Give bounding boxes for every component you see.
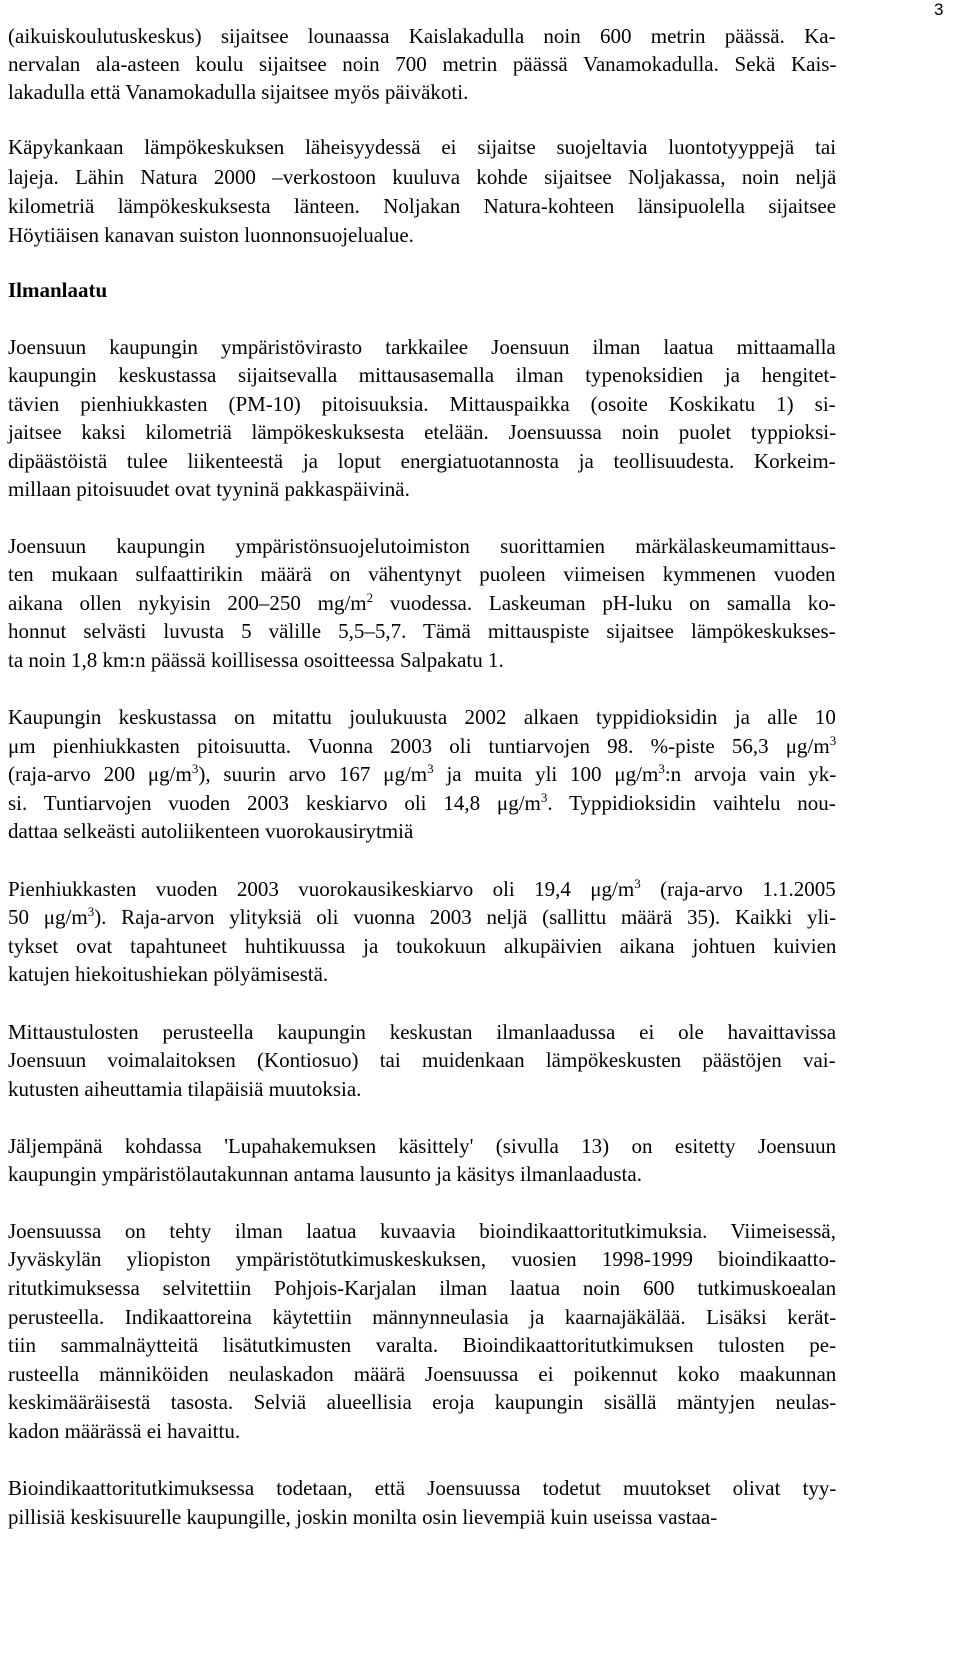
text-line [8, 78, 468, 106]
line-text: :n arvoja vain yk- [664, 762, 837, 786]
section-heading [8, 276, 107, 304]
text-line [8, 1046, 836, 1074]
text-line [8, 475, 410, 503]
text-line [8, 1245, 836, 1273]
text-line [8, 1417, 240, 1445]
line-text: ja muita yli 100 μg/m [433, 762, 659, 786]
line-text: Joensuun kaupungin ympäristövirasto tarkkailee Joensuun ilman laatua mittaamalla [8, 335, 836, 359]
line-text: dattaa selkeästi autoliikenteen vuorokausirytmiä [8, 819, 414, 843]
line-text: kaupungin keskustassa sijaitsevalla mittausasemalla ilman typenoksidien ja hengitet- [8, 363, 837, 387]
line-text: Joensuussa on tehty ilman laatua kuvaavia bioindikaattoritutkimuksia. Viimeisessä, [8, 1219, 836, 1243]
superscript: 3 [658, 761, 665, 776]
superscript: 3 [427, 761, 434, 776]
line-text: nervalan ala-asteen koulu sijaitsee noin 700 metrin päässä Vanamokadulla. Sekä Kais- [8, 52, 837, 76]
text-line [8, 447, 836, 475]
line-text: kutusten aiheuttamia tilapäisiä muutoksia. [8, 1077, 362, 1101]
line-text: kilometriä lämpökeskuksesta länteen. Noljakan Natura-kohteen länsipuolella sijaitsee [8, 194, 837, 218]
text-line [8, 22, 836, 50]
line-text: ), suurin arvo 167 μg/m [198, 762, 428, 786]
line-text: Käpykankaan lämpökeskuksen läheisyydessä ei sijaitse suojeltavia luontotyyppejä tai [8, 135, 837, 159]
line-text: ritutkimuksessa selvitettiin Pohjois-Karjalan ilman laatua noin 600 tutkimuskoealan [8, 1276, 837, 1300]
line-text: . Typpidioksidin vaihtelu nou- [547, 791, 836, 815]
line-text: tykset ovat tapahtuneet huhtikuussa ja toukokuun alkupäivien aikana johtuen kuivien [8, 934, 837, 958]
text-line [8, 1075, 361, 1103]
text-line [8, 1303, 836, 1331]
text-line [8, 875, 836, 903]
line-text: kaupungin ympäristölautakunnan antama lausunto ja käsitys ilmanlaadusta. [8, 1162, 642, 1186]
text-line [8, 1160, 642, 1188]
text-line [8, 760, 836, 788]
superscript: 3 [191, 761, 199, 776]
line-text: μm pienhiukkasten pitoisuutta. Vuonna 2003 oli tuntiarvojen 98. %-piste 56,3 μg/m [8, 734, 830, 758]
line-text: Pienhiukkasten vuoden 2003 vuorokausikeskiarvo oli 19,4 μg/m [8, 877, 635, 901]
line-text: ten mukaan sulfaattirikin määrä on vähentynyt puoleen viimeisen kymmenen vuoden [8, 562, 836, 586]
line-text: ). Raja-arvon ylityksiä oli vuonna 2003 neljä (sallittu määrä 35). Kaikki yli- [94, 905, 837, 929]
text-line [8, 192, 836, 220]
text-line [8, 361, 836, 389]
line-text: Jyväskylän yliopiston ympäristötutkimuskeskuksen, vuosien 1998-1999 bioindikaatto- [8, 1247, 836, 1271]
page-number: 3 [934, 0, 944, 19]
line-text: Kaupungin keskustassa on mitattu joulukuusta 2002 alkaen typpidioksidin ja alle 10 [8, 705, 836, 729]
text-line [8, 932, 836, 960]
text-line [8, 817, 413, 845]
text-line [8, 1474, 836, 1502]
line-text: dipäästöistä tulee liikenteestä ja loput energiatuotannosta ja teollisuudesta. Korkeim- [8, 449, 836, 473]
line-text: (raja-arvo 1.1.2005 [640, 877, 836, 901]
text-line [8, 1217, 836, 1245]
line-text: 50 μg/m [8, 905, 88, 929]
text-line [8, 1360, 836, 1388]
line-text: Joensuun kaupungin ympäristönsuojelutoimiston suorittamien märkälaskeumamittaus- [8, 534, 836, 558]
superscript: 3 [829, 733, 837, 748]
superscript: 3 [87, 904, 95, 919]
line-text: (aikuiskoulutuskeskus) sijaitsee lounaassa Kaislakadulla noin 600 metrin päässä. Ka- [8, 24, 836, 48]
text-line [8, 560, 836, 588]
line-text: Höytiäisen kanavan suiston luonnonsuojelualue. [8, 223, 414, 247]
text-line [8, 133, 836, 161]
text-line [8, 418, 836, 446]
text-line [8, 1274, 836, 1302]
line-text: Joensuun voimalaitoksen (Kontiosuo) tai muidenkaan lämpökeskusten päästöjen vai- [8, 1048, 836, 1072]
superscript: 3 [540, 790, 548, 805]
text-line [8, 617, 836, 645]
line-text: Jäljempänä kohdassa 'Lupahakemuksen käsittely' (sivulla 13) on esitetty Joensuun [8, 1134, 837, 1158]
line-text: vuodessa. Laskeuman pH-luku on samalla ko- [373, 591, 836, 615]
text-line [8, 163, 836, 191]
line-text: millaan pitoisuudet ovat tyyninä pakkaspäivinä. [8, 477, 410, 501]
line-text: ta noin 1,8 km:n päässä koillisessa osoitteessa Salpakatu 1. [8, 648, 504, 672]
line-text: rusteella männiköiden neulaskadon määrä Joensuussa ei poikennut koko maakunnan [8, 1362, 837, 1386]
line-text: tiin sammalnäytteitä lisätutkimusten varalta. Bioindikaattoritutkimuksen tulosten pe- [8, 1333, 837, 1357]
line-text: pillisiä keskisuurelle kaupungille, joskin monilta osin lievempiä kuin useissa vastaa- [8, 1505, 718, 1529]
text-line [8, 903, 836, 931]
text-line [8, 1331, 836, 1359]
text-line [8, 589, 836, 617]
line-text: keskimääräisestä tasosta. Selviä alueellisia eroja kaupungin sisällä mäntyjen neulas- [8, 1390, 837, 1414]
text-line [8, 390, 836, 418]
line-text: honnut selvästi luvusta 5 välille 5,5–5,7. Tämä mittauspiste sijaitsee lämpökeskukses- [8, 619, 836, 643]
line-text: katujen hiekoitushiekan pölyämisestä. [8, 962, 329, 986]
text-line [8, 732, 836, 760]
text-line [8, 532, 836, 560]
superscript: 2 [366, 590, 374, 605]
line-text: lajeja. Lähin Natura 2000 –verkostoon kuuluva kohde sijaitsee Noljakassa, noin neljä [8, 165, 837, 189]
text-line [8, 960, 328, 988]
line-text: lakadulla että Vanamokadulla sijaitsee myös päiväkoti. [8, 80, 469, 104]
line-text: kadon määrässä ei havaittu. [8, 1419, 241, 1443]
text-line [8, 703, 836, 731]
text-line [8, 333, 836, 361]
text-line [8, 1503, 717, 1531]
line-text: jaitsee kaksi kilometriä lämpökeskuksesta etelään. Joensuussa noin puolet typpioksi- [8, 420, 837, 444]
text-line [8, 1132, 836, 1160]
line-text: Mittaustulosten perusteella kaupungin keskustan ilmanlaadussa ei ole havaittavissa [8, 1020, 837, 1044]
text-line [8, 50, 836, 78]
line-text: si. Tuntiarvojen vuoden 2003 keskiarvo oli 14,8 μg/m [8, 791, 541, 815]
line-text: Ilmanlaatu [8, 278, 108, 302]
line-text: Bioindikaattoritutkimuksessa todetaan, että Joensuussa todetut muutokset olivat tyy- [8, 1476, 837, 1500]
text-line [8, 1388, 836, 1416]
line-text: (raja-arvo 200 μg/m [8, 762, 192, 786]
text-line [8, 789, 836, 817]
text-line [8, 1018, 836, 1046]
text-line [8, 221, 414, 249]
line-text: perusteella. Indikaattoreina käytettiin männynneulasia ja kaarnajäkälää. Lisäksi kerät- [8, 1305, 837, 1329]
text-line [8, 646, 504, 674]
line-text: aikana ollen nykyisin 200–250 mg/m [8, 591, 367, 615]
superscript: 3 [634, 876, 641, 891]
line-text: tävien pienhiukkasten (PM-10) pitoisuuksia. Mittauspaikka (osoite Koskikatu 1) si- [8, 392, 836, 416]
